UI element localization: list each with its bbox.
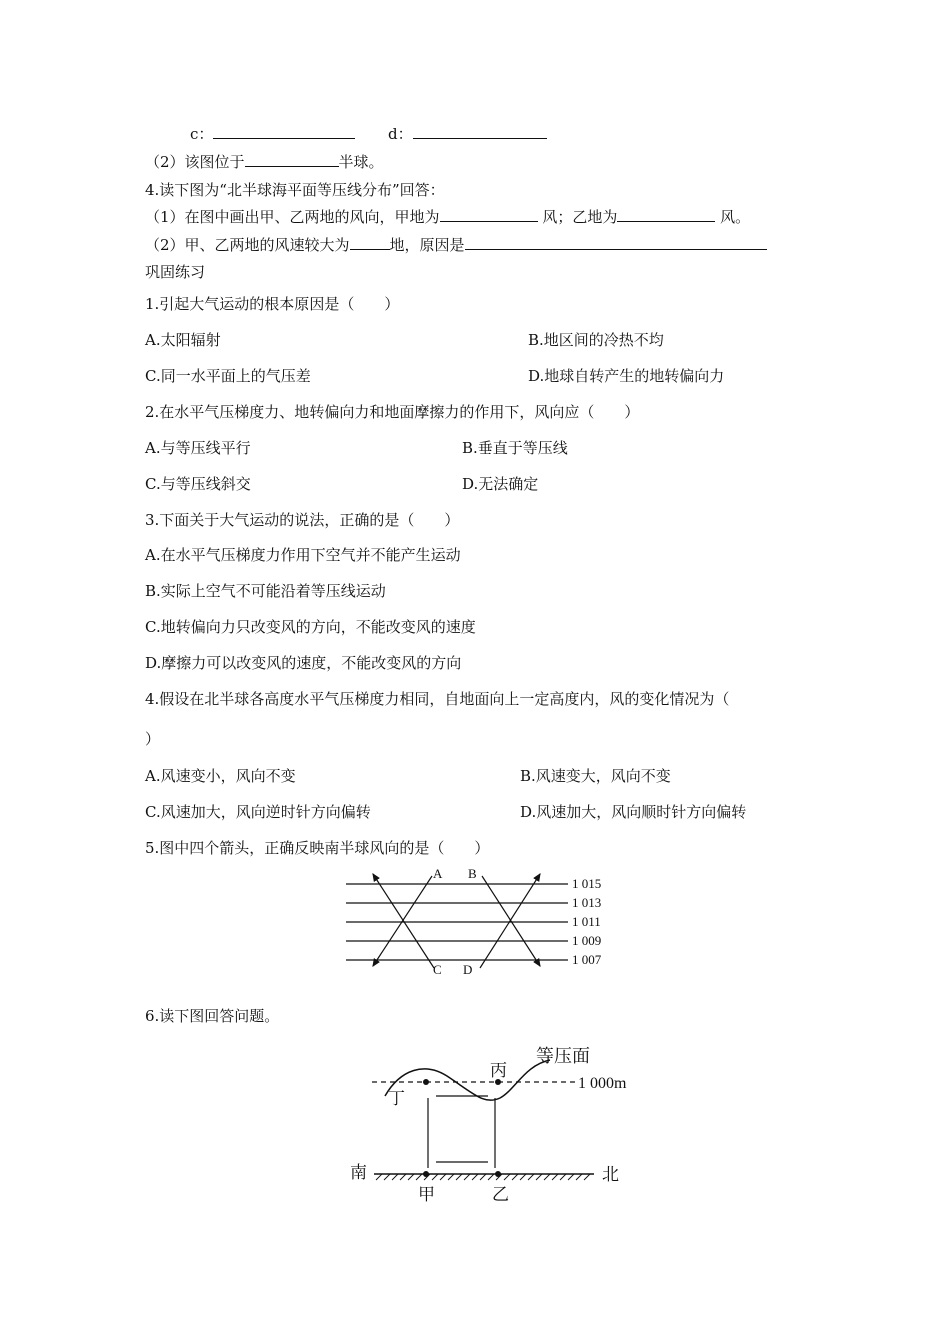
point-jia	[423, 1171, 429, 1177]
isobar-value-5: 1 007	[572, 952, 602, 967]
q3-option-b[interactable]: B.实际上空气不可能沿着等压线运动	[145, 582, 386, 600]
isobar-arrow-figure	[340, 866, 620, 978]
answer-blank-faster[interactable]	[350, 235, 390, 250]
isobar-value-2: 1 013	[572, 895, 602, 910]
label-north: 北	[602, 1165, 619, 1184]
blank-d-row	[388, 124, 547, 144]
label-yi: 乙	[492, 1185, 509, 1204]
question-6-stem: 6.读下图回答问题。	[145, 1007, 280, 1025]
question-2-stem: 2.在水平气压梯度力、地转偏向力和地面摩擦力的作用下，风向应（ ）	[145, 403, 640, 421]
arrow-c	[373, 876, 432, 966]
q4-part1-pre: （1）在图中画出甲、乙两地的风向，甲地为	[145, 208, 440, 226]
q2-option-c[interactable]: C.与等压线斜交	[145, 475, 251, 493]
q3-option-c[interactable]: C.地转偏向力只改变风的方向，不能改变风的速度	[145, 618, 476, 636]
label-1000m: 1 000m	[578, 1075, 627, 1092]
pressure-surface-figure	[340, 1040, 640, 1210]
isobar-value-1: 1 015	[572, 876, 602, 891]
blank-c-row	[190, 124, 355, 144]
label-d: d：	[388, 125, 413, 143]
arrow-label-c: C	[433, 962, 442, 977]
answer-blank-d[interactable]	[413, 124, 547, 139]
q1-option-a[interactable]: A.太阳辐射	[145, 331, 221, 349]
q4-option-c[interactable]: C.风速加大，风向逆时针方向偏转	[145, 803, 371, 821]
q4-part2-mid: 地，原因是	[389, 236, 465, 254]
q4-part2-pre: （2）甲、乙两地的风速较大为	[145, 236, 350, 254]
q4-read-title: 4.读下图为“北半球海平面等压线分布”回答：	[145, 181, 445, 199]
question-5-stem: 5.图中四个箭头，正确反映南半球风向的是（ ）	[145, 839, 490, 857]
q1-option-d[interactable]: D.地球自转产生的地转偏向力	[528, 367, 725, 385]
q2-pre: （2）该图位于	[145, 153, 245, 171]
question-4-stem-cont: ）	[145, 730, 161, 748]
isobar-value-3: 1 011	[572, 914, 601, 929]
answer-blank-yi-wind[interactable]	[617, 207, 715, 222]
q2-option-b[interactable]: B.垂直于等压线	[462, 439, 568, 457]
q4-part2	[145, 235, 767, 255]
answer-blank-jia-wind[interactable]	[440, 207, 538, 222]
answer-blank-hemisphere[interactable]	[245, 152, 339, 167]
point-ding	[423, 1079, 429, 1085]
q3-option-a[interactable]: A.在水平气压梯度力作用下空气并不能产生运动	[145, 546, 461, 564]
q2-option-a[interactable]: A.与等压线平行	[145, 439, 251, 457]
arrow-label-a: A	[433, 866, 443, 881]
isobar-value-4: 1 009	[572, 933, 602, 948]
q4-part1-post: 风。	[720, 208, 751, 226]
arrow-label-b: B	[468, 866, 477, 881]
question-4-stem: 4.假设在北半球各高度水平气压梯度力相同，自地面向上一定高度内，风的变化情况为（	[145, 690, 730, 708]
question-3-stem: 3.下面关于大气运动的说法，正确的是（ ）	[145, 511, 460, 529]
q4-option-d[interactable]: D.风速加大，风向顺时针方向偏转	[520, 803, 747, 821]
q2-option-d[interactable]: D.无法确定	[462, 475, 539, 493]
label-bing: 丙	[490, 1061, 507, 1080]
q1-option-c[interactable]: C.同一水平面上的气压差	[145, 367, 311, 385]
arrow-label-d: D	[463, 962, 473, 977]
arrow-b	[480, 874, 540, 968]
q4-part1-mid: 风；乙地为	[542, 208, 618, 226]
arrow-a	[373, 874, 434, 968]
label-ding: 丁	[388, 1089, 405, 1108]
label-south: 南	[350, 1163, 367, 1182]
q4-option-a[interactable]: A.风速变小，风向不变	[145, 767, 296, 785]
point-yi	[495, 1171, 501, 1177]
isobaric-surface-curve	[385, 1060, 550, 1100]
q1-option-b[interactable]: B.地区间的冷热不均	[528, 331, 664, 349]
isobar-lines	[346, 884, 568, 960]
label-c: c：	[190, 125, 214, 143]
label-isobaric-surface: 等压面	[536, 1046, 590, 1066]
arrow-d	[482, 876, 540, 966]
answer-blank-c[interactable]	[213, 124, 355, 139]
q2-post: 半球。	[338, 153, 384, 171]
q3-option-d[interactable]: D.摩擦力可以改变风的速度，不能改变风的方向	[145, 654, 462, 672]
answer-blank-reason[interactable]	[465, 235, 767, 250]
q4-option-b[interactable]: B.风速变大，风向不变	[520, 767, 671, 785]
hemisphere-question	[145, 152, 384, 172]
label-jia: 甲	[418, 1185, 435, 1204]
q4-part1	[145, 207, 750, 227]
ground-hatching	[376, 1174, 590, 1180]
question-1-stem: 1.引起大气运动的根本原因是（ ）	[145, 295, 400, 313]
section-title: 巩固练习	[145, 263, 206, 281]
